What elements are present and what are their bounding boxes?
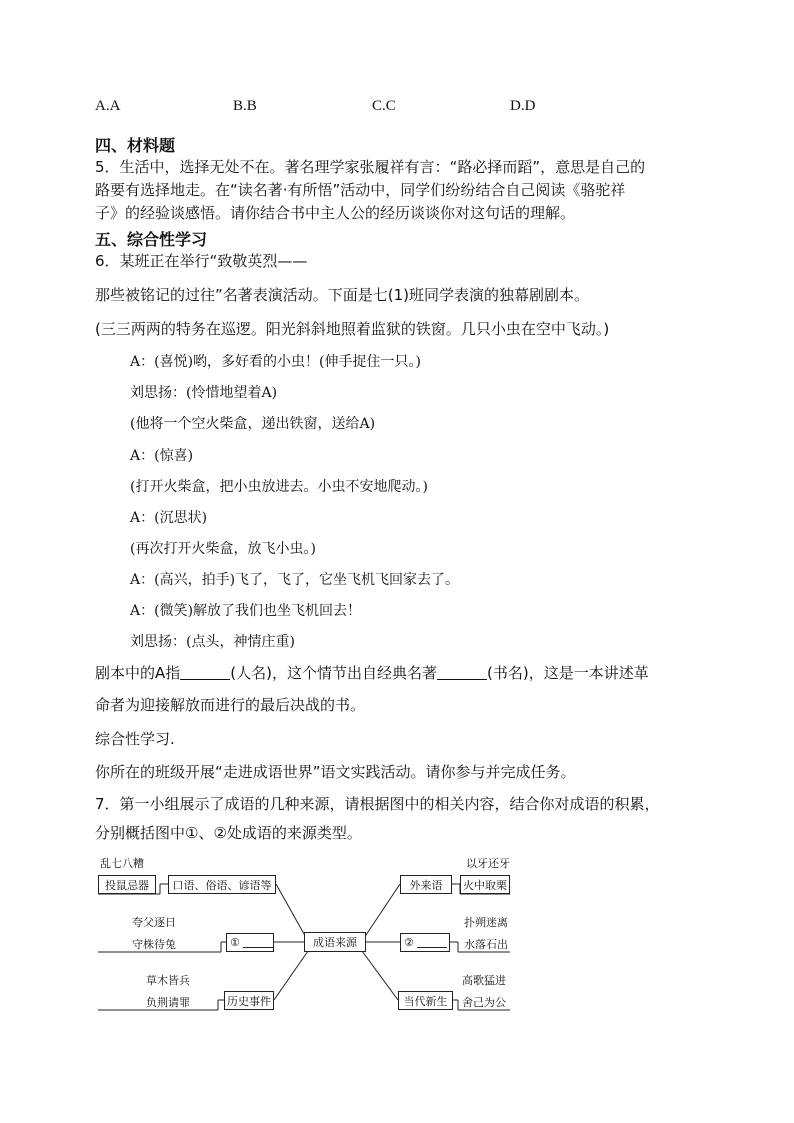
top-idiom: 夸父逐日: [132, 916, 176, 929]
script-line: (打开火柴盒，把小虫放进去。小虫不安地爬动。): [130, 479, 428, 495]
script-line: 刘思扬：(怜惜地望着A): [130, 385, 278, 401]
boxed-idiom: 火中取栗: [460, 875, 510, 894]
top-idiom: 扑朔迷离: [464, 916, 508, 929]
script-line: A：(惊喜): [130, 448, 194, 464]
script-line: A：(高兴，拍手)飞了，飞了，它坐飞机飞回家去了。: [130, 572, 460, 588]
category-node: 当代新生: [398, 991, 453, 1010]
category-node: 外来语: [400, 875, 452, 894]
answer-options: [95, 98, 715, 120]
connector-stroke: [274, 951, 308, 1000]
option-b[interactable]: B.B: [233, 98, 257, 114]
q6-line-2: 那些被铭记的过往”名著表演活动。下面是七(1)班同学表演的独幕剧剧本。: [95, 286, 590, 304]
stage-direction: (三三两两的特务在巡逻。阳光斜斜地照着监狱的铁窗。几只小虫在空中飞动。): [95, 320, 610, 338]
answer-text: (书名)，这是一本讲述革: [486, 664, 649, 682]
activity-intro: 你所在的班级开展“走进成语世界”语文实践活动。请你参与并完成任务。: [95, 763, 576, 781]
category-node: 口语、俗语、谚语等: [168, 875, 276, 894]
script-line: A：(喜悦)哟，多好看的小虫！(伸手捉住一只。): [130, 354, 421, 370]
q7-line-1: 7．第一小组展示了成语的几种来源，请根据图中的相关内容，结合你对成语的积累，: [95, 795, 660, 813]
q6-answer-line-2: 命者为迎接解放而进行的最后决战的书。: [95, 696, 366, 714]
top-idiom: 以牙还牙: [466, 857, 510, 870]
script-line: A：(微笑)解放了我们也坐飞机回去！: [130, 603, 362, 619]
top-idiom: 乱七八糟: [100, 857, 144, 870]
boxed-idiom: 舍己为公: [462, 996, 506, 1009]
top-idiom: 高歌猛进: [462, 974, 506, 987]
answer-text: (人名)，这个情节出自经典名著: [230, 664, 437, 682]
category-number: ①: [230, 936, 240, 949]
boxed-idiom: 投鼠忌器: [98, 875, 156, 894]
script-line: (他将一个空火柴盒，递出铁窗，送给A): [130, 416, 376, 432]
boxed-idiom: 水落石出: [464, 938, 508, 951]
script-line: 刘思扬：(点头，神情庄重): [130, 634, 295, 650]
option-d[interactable]: D.D: [510, 98, 536, 114]
answer-blank[interactable]: [243, 937, 273, 948]
script-line: A：(沉思状): [130, 510, 208, 526]
q6-answer-line-1: [95, 662, 649, 683]
option-a[interactable]: A.A: [95, 98, 121, 114]
category-number: ②: [404, 936, 414, 949]
section4-heading: 四、材料题: [95, 136, 176, 155]
connector-stroke: [362, 951, 398, 1000]
q5-line-3: 子》的经验谈感悟。请你结合书中主人公的经历谈谈你对这句话的理解。: [95, 204, 576, 222]
book-title-blank[interactable]: [437, 665, 487, 680]
idiom-source-diagram: [98, 852, 518, 1022]
category-node-blank-1[interactable]: [226, 933, 274, 952]
q5-line-2: 路要有选择地走。在“读名著·有所悟”活动中，同学们纷纷结合自己阅读《骆驼祥: [95, 181, 626, 199]
connector-stroke: [362, 884, 400, 941]
category-node-blank-2[interactable]: [400, 933, 450, 952]
zonghe-label: 综合性学习.: [95, 730, 175, 748]
top-idiom: 草木皆兵: [146, 974, 190, 987]
center-node: 成语来源: [304, 932, 366, 952]
answer-text: 剧本中的A指: [95, 664, 181, 682]
q5-line-1: 5．生活中，选择无处不在。著名理学家张履祥有言：“路必择而蹈”，意思是自己的: [95, 158, 646, 176]
answer-blank[interactable]: [417, 937, 447, 948]
category-node: 历史事件: [224, 991, 274, 1010]
boxed-idiom: 负荆请罪: [146, 996, 190, 1009]
q7-line-2: 分别概括图中①、②处成语的来源类型。: [95, 824, 362, 842]
section5-heading: 五、综合性学习: [95, 230, 208, 249]
person-name-blank[interactable]: [180, 665, 230, 680]
q6-line-1: 6．某班正在举行“致敬英烈——: [95, 252, 308, 270]
boxed-idiom: 守株待兔: [132, 938, 176, 951]
script-line: (再次打开火柴盒，放飞小虫。): [130, 541, 316, 557]
option-c[interactable]: C.C: [372, 98, 396, 114]
